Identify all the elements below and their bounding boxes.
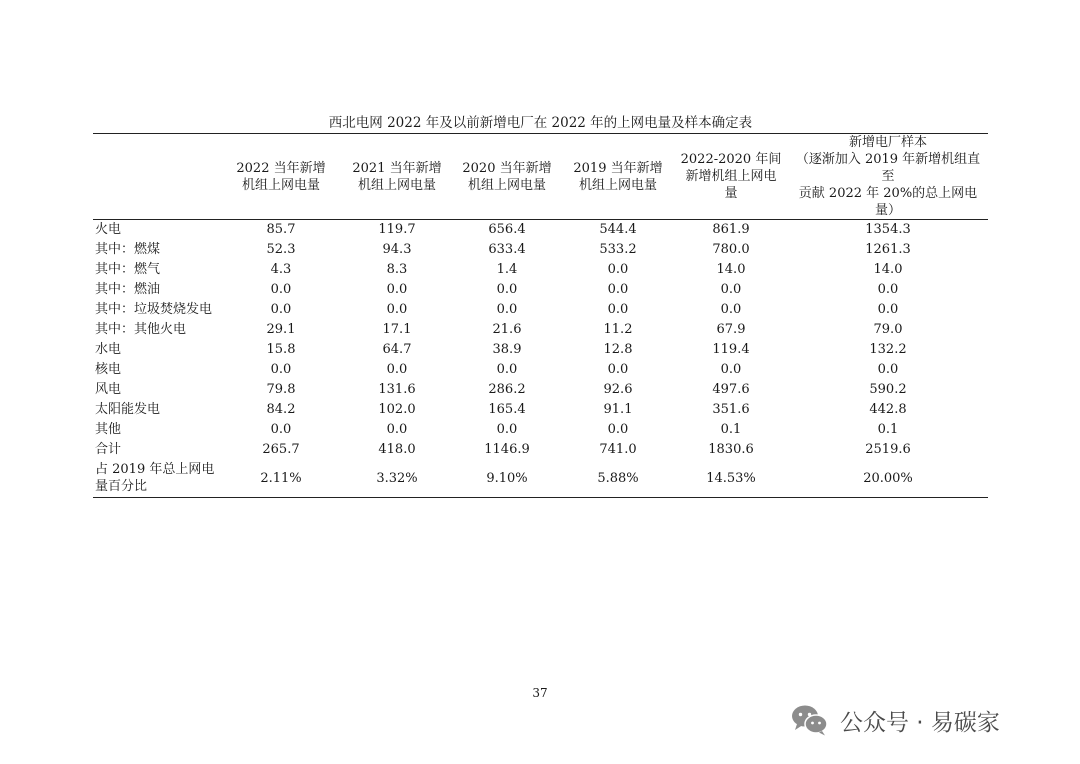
table-cell: 590.2 [869,382,907,397]
table-row [93,300,988,320]
table-cell: 94.3 [382,242,412,257]
table-cell: 0.0 [607,262,629,277]
table-cell: 265.7 [262,442,300,457]
table-cell: 351.6 [712,402,750,417]
table-cell: 0.0 [386,302,408,317]
table-row [93,360,988,380]
table-row [93,460,988,498]
table-cell: 8.3 [386,262,408,277]
row-label: 风电 [95,382,122,397]
table-cell: 9.10% [486,470,528,486]
row-label: 其中：燃气 [95,262,161,277]
table-cell: 0.0 [607,282,629,297]
table-cell: 0.0 [496,362,518,377]
table-cell: 14.0 [873,262,903,277]
header-row-label-cell [93,134,220,220]
watermark [790,700,1000,740]
table-row [93,340,988,360]
row-label: 其中：燃油 [95,282,161,297]
row-label: 核电 [95,362,122,377]
table-cell: 0.0 [496,282,518,297]
column-header: 新增电厂样本 （逐渐加入 2019 年新增机组直至 贡献 2022 年 20%的总上网电量） [795,135,981,218]
row-label: 其中：其他火电 [95,322,187,337]
row-label: 太阳能发电 [95,402,161,417]
table-cell: 1830.6 [708,442,754,457]
column-header: 2022-2020 年间 新增机组上网电 量 [680,152,782,201]
table-cell: 656.4 [488,222,526,238]
table-cell: 67.9 [716,322,746,337]
table-cell: 0.0 [720,282,742,297]
table-cell: 741.0 [599,442,637,457]
table-cell: 165.4 [488,402,526,417]
table-cell: 2.11% [260,470,302,486]
table-cell: 0.0 [270,422,292,437]
table-cell: 286.2 [488,382,526,397]
column-header: 2019 当年新增 机组上网电量 [573,160,663,193]
table-cell: 5.88% [597,470,639,486]
table-cell: 2519.6 [865,442,911,457]
watermark-text: 公众号 · 易碳家 [840,709,1000,736]
table-cell: 38.9 [492,342,522,357]
table-row [93,260,988,280]
table-cell: 0.0 [720,362,742,377]
table-cell: 12.8 [603,342,633,357]
table-cell: 21.6 [492,322,522,337]
table-cell: 15.8 [266,342,296,357]
table-cell: 0.0 [270,302,292,317]
table-cell: 544.4 [599,222,637,238]
table-row [93,420,988,440]
table-row [93,400,988,420]
table-cell: 780.0 [712,242,750,257]
table-cell: 52.3 [266,242,296,257]
table-cell: 0.1 [720,422,742,437]
column-header: 2021 当年新增 机组上网电量 [352,160,442,193]
table-cell: 0.0 [607,422,629,437]
table-cell: 131.6 [378,382,416,397]
row-label: 其中：燃煤 [95,242,161,257]
table-cell: 442.8 [869,402,907,417]
table-cell: 0.0 [496,302,518,317]
table-title: 西北电网 2022 年及以前新增电厂在 2022 年的上网电量及样本确定表 [328,115,753,131]
table-cell: 533.2 [599,242,637,257]
table-cell: 91.1 [603,402,633,417]
table-row [93,240,988,260]
table-cell: 0.0 [386,422,408,437]
row-label: 其他 [95,422,122,437]
data-table [93,133,988,498]
row-label: 水电 [95,342,122,357]
table-cell: 3.32% [376,470,418,486]
table-cell: 0.0 [386,362,408,377]
table-cell: 79.0 [873,322,903,337]
table-cell: 0.0 [877,282,899,297]
table-cell: 0.0 [877,362,899,377]
table-cell: 11.2 [603,322,633,337]
column-header: 2022 当年新增 机组上网电量 [236,160,326,193]
table-row [93,380,988,400]
table-row [93,440,988,460]
table-cell: 0.1 [877,422,899,437]
row-label: 占 2019 年总上网电量百分比 [95,462,215,495]
row-label: 火电 [95,222,122,238]
table-cell: 0.0 [877,302,899,317]
table-cell: 1146.9 [484,442,530,457]
column-header: 2020 当年新增 机组上网电量 [462,160,552,193]
table-cell: 119.7 [378,222,416,238]
table-cell: 85.7 [266,222,296,238]
table-cell: 64.7 [382,342,412,357]
header-row [93,134,988,220]
table-cell: 0.0 [607,362,629,377]
table-row [93,320,988,340]
table-cell: 0.0 [270,282,292,297]
table-cell: 20.00% [863,470,913,486]
table-cell: 1261.3 [865,242,911,257]
table-cell: 497.6 [712,382,750,397]
table-cell: 102.0 [378,402,416,417]
table-cell: 79.8 [266,382,296,397]
table-cell: 0.0 [496,422,518,437]
table-cell: 92.6 [603,382,633,397]
table-row [93,280,988,300]
row-label: 其中：垃圾焚烧发电 [95,302,213,317]
table-cell: 14.0 [716,262,746,277]
table-cell: 0.0 [607,302,629,317]
table-cell: 418.0 [378,442,416,457]
page-number: 37 [532,686,548,700]
table-cell: 14.53% [706,470,756,486]
wechat-icon [790,703,830,737]
table-cell: 0.0 [720,302,742,317]
table-cell: 29.1 [266,322,296,337]
table-cell: 861.9 [712,222,750,238]
table-cell: 4.3 [270,262,292,277]
table-cell: 132.2 [869,342,907,357]
table-cell: 1.4 [496,262,518,277]
table-cell: 17.1 [382,322,412,337]
table-cell: 0.0 [386,282,408,297]
table-cell: 84.2 [266,402,296,417]
table-cell: 119.4 [712,342,750,357]
table-row [93,220,988,240]
row-label: 合计 [95,442,122,457]
table-cell: 1354.3 [865,222,911,238]
table-cell: 0.0 [270,362,292,377]
table-cell: 633.4 [488,242,526,257]
